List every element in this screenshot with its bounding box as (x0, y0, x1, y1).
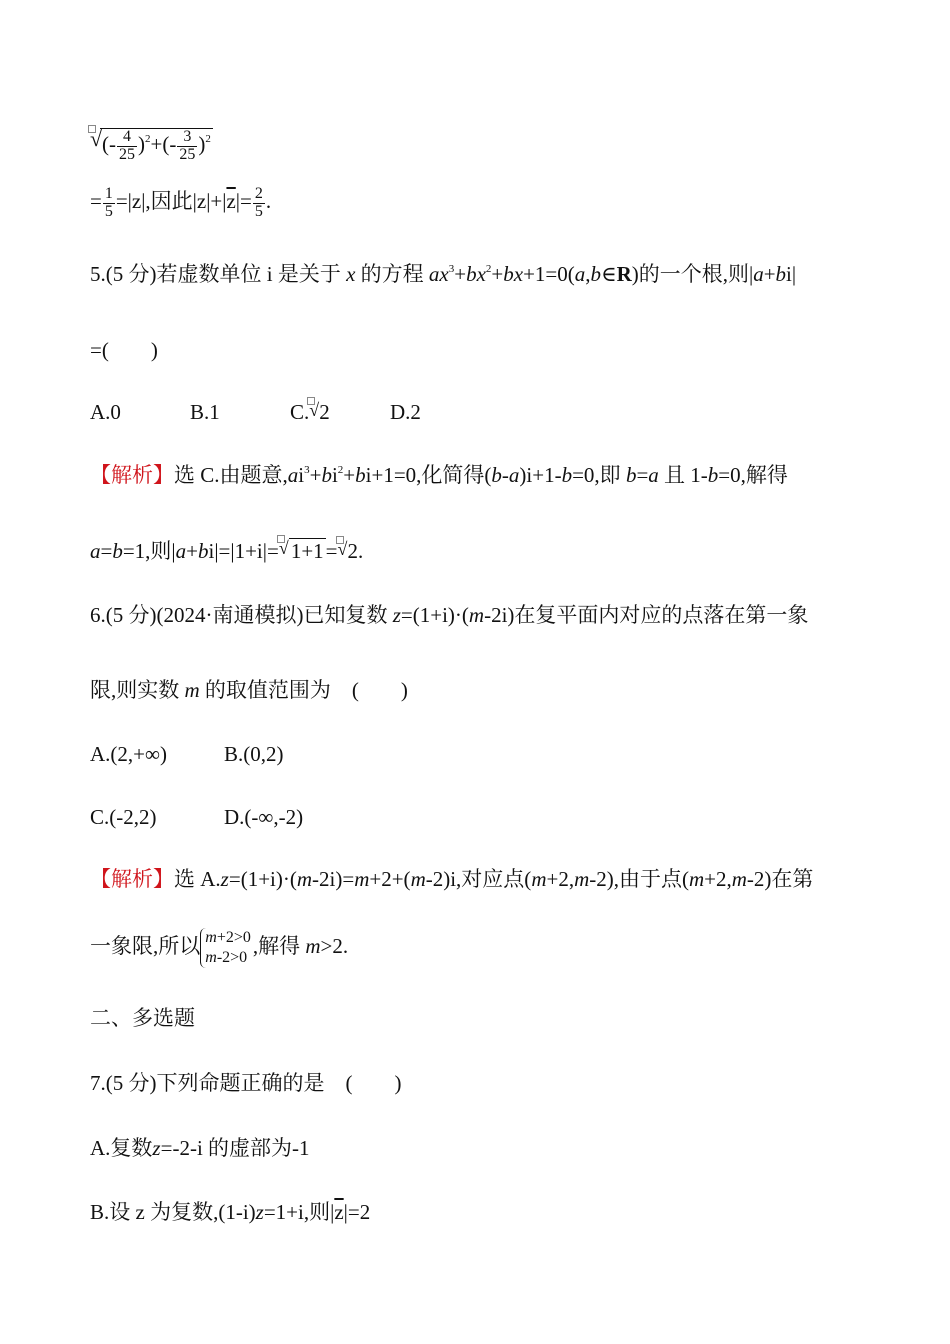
question-7-stem: 7.(5 分)下列命题正确的是 ( ) (90, 1071, 402, 1095)
option-d[interactable]: D.(-∞,-2) (224, 805, 304, 829)
question-5-options (90, 400, 421, 425)
continued-sqrt-expression: √ (- $\frac{4}{25}$ )$^2$+(- $\frac{3}{25}$ )$^2$ (90, 126, 211, 163)
answer-6-line-2: 一象限,所以 m+2>0 m-2>0 ,解得 m>2. (90, 929, 349, 966)
option-a[interactable]: A.0 (90, 400, 121, 424)
option-b[interactable]: B.(0,2) (224, 742, 284, 766)
answer-5-line-2: a=b=1,则|a+bi|=|1+i|= √ 1+1= √ 2. (90, 538, 363, 564)
section-title: 二、多选题 (90, 1006, 195, 1030)
option-a[interactable]: A.(2,+∞) (90, 742, 167, 766)
analysis-tag: 【解析】 (90, 463, 174, 487)
continued-result-line: = $\frac{1}{5}$ =|z|,因此$|z|+|\overline{z}|=$ $\frac{2}{5}$ . (90, 185, 272, 220)
question-7-option-b[interactable]: B.设 z 为复数,(1-i)z=1+i,则$|\overline{z}|=2$ (90, 1200, 371, 1224)
option-d[interactable]: D.2 (390, 400, 421, 424)
question-7-option-a[interactable]: A.复数z=-2-i 的虚部为-1 (90, 1136, 310, 1160)
analysis-tag: 【解析】 (90, 867, 174, 891)
option-b[interactable]: B.1 (190, 400, 220, 424)
option-c[interactable]: C. √ 2 (290, 400, 390, 425)
inequality-system: m+2>0 m-2>0 (200, 928, 251, 968)
question-6-options-row-2 (90, 805, 303, 830)
option-c[interactable]: C.(-2,2) (90, 805, 157, 829)
answer-5-line-1: 【解析】选 C.由题意$,ai^3+bi^2+bi+1=0$,化简得(b-a)i+1-b=0,即 b=a 且 1-b=0,解得 (90, 463, 788, 487)
question-6-stem: 6.(5 分)(2024·南通模拟)已知复数 z=(1+i)·(m-2i)在复平面内对应的点落在第一象 (90, 603, 809, 627)
question-6-options-row-1 (90, 742, 284, 767)
answer-6-line-1: 【解析】选 A.z=(1+i)·(m-2i)=m+2+(m-2)i,对应点(m+2,m-2),由于点(m+2,m-2)在第 (90, 867, 814, 891)
question-5-stem: 5.(5 分)若虚数单位 i 是关于 x 的方程 $ax^3+bx^2+bx+1=0(a,b\in R)$的一个根,则|a+bi| (90, 262, 797, 286)
question-5-blank: =( ) (90, 338, 158, 362)
question-6-stem-2: 限,则实数 m 的取值范围为 ( ) (90, 678, 408, 702)
